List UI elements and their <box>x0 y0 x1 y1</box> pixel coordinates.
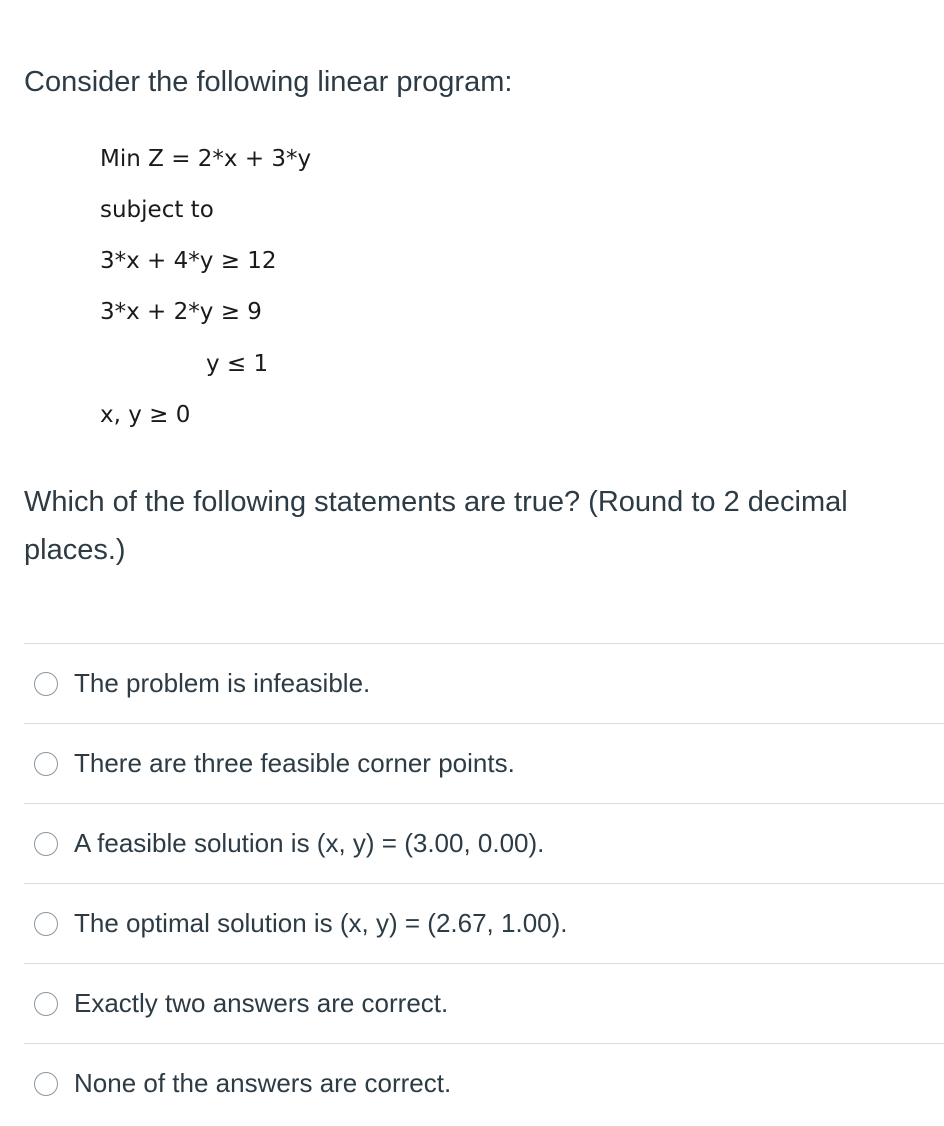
answer-label: Exactly two answers are correct. <box>74 988 449 1018</box>
constraint-2: 3*x + 2*y ≥ 9 <box>100 299 262 325</box>
radio-button[interactable] <box>34 992 58 1016</box>
radio-button[interactable] <box>34 832 58 856</box>
answer-option[interactable] <box>24 804 944 884</box>
answer-label: The optimal solution is (x, y) = (2.67, 1.00). <box>74 908 568 938</box>
radio-button[interactable] <box>34 1072 58 1096</box>
constraint-3: y ≤ 1 <box>206 351 269 377</box>
radio-button[interactable] <box>34 672 58 696</box>
answer-option[interactable] <box>24 884 944 964</box>
answer-option[interactable] <box>24 724 944 804</box>
subject-to-label: subject to <box>100 197 214 223</box>
answer-list <box>24 643 944 1123</box>
answer-label: There are three feasible corner points. <box>74 748 515 778</box>
question-text: Which of the following statements are true? (Round to 2 decimal places.) <box>24 486 848 566</box>
radio-button[interactable] <box>34 752 58 776</box>
constraint-1: 3*x + 4*y ≥ 12 <box>100 248 277 274</box>
objective-function: Min Z = 2*x + 3*y <box>100 146 312 172</box>
answer-option[interactable] <box>24 644 944 724</box>
radio-button[interactable] <box>34 912 58 936</box>
answer-label: The problem is infeasible. <box>74 668 371 698</box>
answer-option[interactable] <box>24 964 944 1044</box>
answer-option[interactable] <box>24 1044 944 1123</box>
answer-label: A feasible solution is (x, y) = (3.00, 0.00). <box>74 828 545 858</box>
question-intro: Consider the following linear program: <box>24 66 513 98</box>
nonnegativity-constraint: x, y ≥ 0 <box>100 402 191 428</box>
answer-label: None of the answers are correct. <box>74 1068 452 1098</box>
